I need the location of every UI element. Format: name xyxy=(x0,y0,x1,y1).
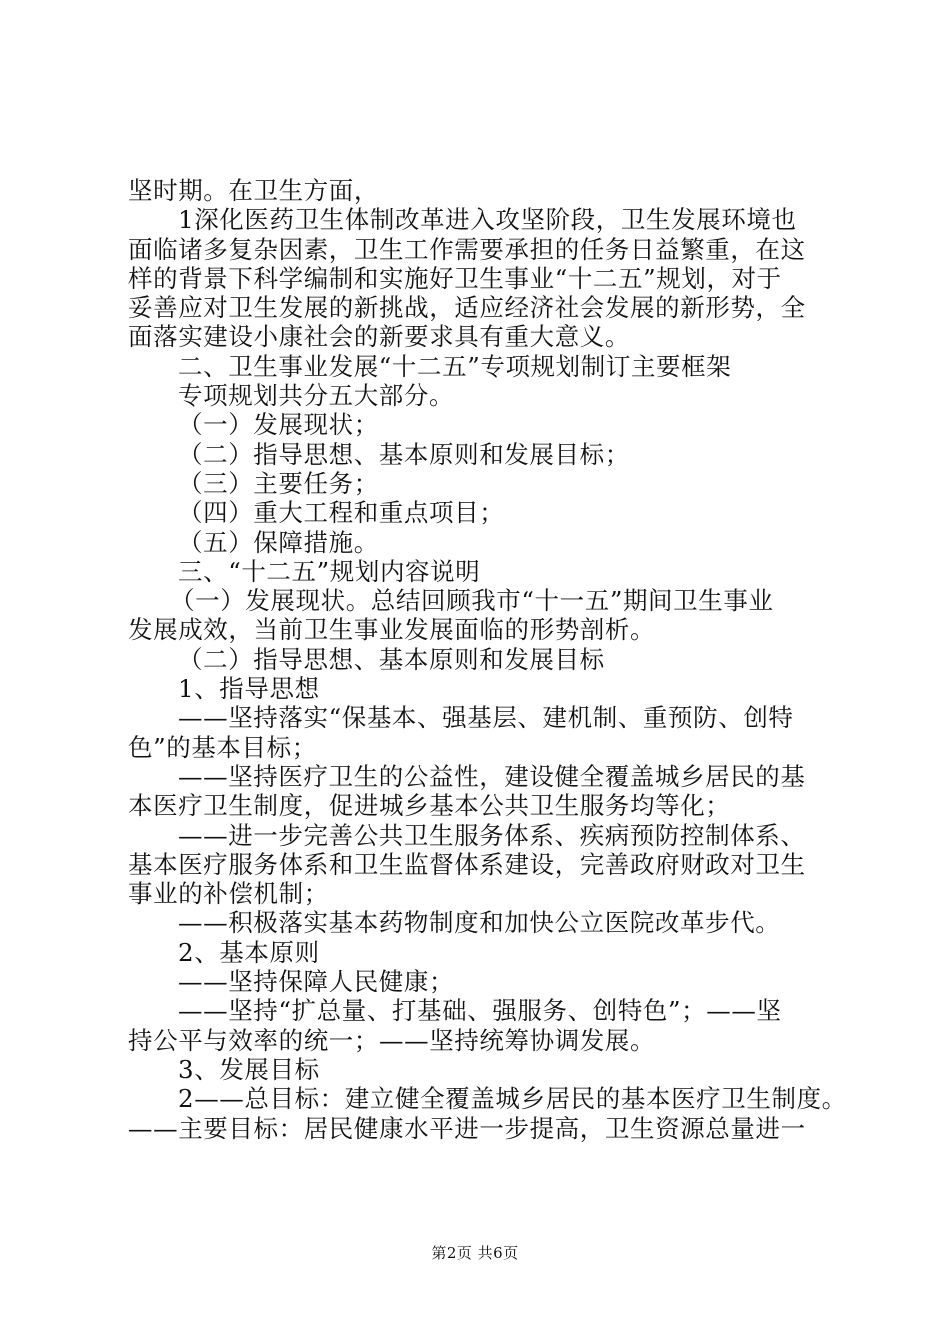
text-line: ——坚持“扩总量、打基础、强服务、创特色”；——坚 xyxy=(178,996,782,1026)
text-line: ——积极落实基本药物制度和加快公立医院改革步代。 xyxy=(178,908,781,938)
text-line: 色”的基本目标； xyxy=(128,732,317,762)
page-footer xyxy=(0,1243,950,1263)
subsection-heading: 3、发展目标 xyxy=(178,1054,320,1084)
text-line: 1深化医药卫生体制改革进入攻坚阶段，卫生发展环境也 xyxy=(178,205,797,235)
text-line: 面临诸多复杂因素，卫生工作需要承担的任务日益繁重，在这 xyxy=(128,234,806,264)
text-line: ——坚持落实“保基本、强基层、建机制、重预防、创特 xyxy=(178,703,794,733)
text-line: 专项规划共分五大部分。 xyxy=(178,381,455,411)
text-line: ——坚持保障人民健康； xyxy=(178,967,455,997)
text-line: 持公平与效率的统一；——坚持统筹协调发展。 xyxy=(128,1025,656,1055)
text-line: ——主要目标：居民健康水平进一步提高，卫生资源总量进一 xyxy=(128,1113,806,1143)
document-body xyxy=(128,176,847,1143)
list-item: （三）主要任务； xyxy=(178,468,379,498)
text-line: 2——总目标：建立健全覆盖城乡居民的基本医疗卫生制度。 xyxy=(178,1084,847,1114)
text-line: ——进一步完善公共卫生服务体系、疾病预防控制体系、 xyxy=(178,820,806,850)
text-line: 本医疗卫生制度，促进城乡基本公共卫生服务均等化； xyxy=(128,791,731,821)
subsection-heading: （二）指导思想、基本原则和发展目标 xyxy=(178,644,605,674)
subsection-heading: 2、基本原则 xyxy=(178,937,320,967)
text-line: 妥善应对卫生发展的新挑战，适应经济社会发展的新形势，全 xyxy=(128,293,806,323)
text-line: 发展成效，当前卫生事业发展面临的形势剖析。 xyxy=(128,615,656,645)
page-number: 第2页 共6页 xyxy=(431,1244,519,1262)
text-line: 事业的补偿机制； xyxy=(128,879,329,909)
section-heading: 二、卫生事业发展“十二五”专项规划制订主要框架 xyxy=(178,351,732,381)
list-item: （四）重大工程和重点项目； xyxy=(178,498,505,528)
text-line: ——坚持医疗卫生的公益性，建设健全覆盖城乡居民的基 xyxy=(178,761,806,791)
text-line: 样的背景下科学编制和实施好卫生事业“十二五”规划，对于 xyxy=(128,263,782,293)
text-line: 基本医疗服务体系和卫生监督体系建设，完善政府财政对卫生 xyxy=(128,849,806,879)
list-item: （二）指导思想、基本原则和发展目标； xyxy=(178,439,630,469)
subsection-heading: 1、指导思想 xyxy=(178,674,320,704)
list-item: （五）保障措施。 xyxy=(178,527,379,557)
text-line: （一）发展现状。总结回顾我市“十一五”期间卫生事业 xyxy=(170,586,774,616)
list-item: （一）发展现状； xyxy=(178,410,379,440)
section-heading: 三、“十二五”规划内容说明 xyxy=(178,556,481,586)
text-line: 面落实建设小康社会的新要求具有重大意义。 xyxy=(128,322,630,352)
text-line: 坚时期。在卫生方面， xyxy=(128,176,379,205)
